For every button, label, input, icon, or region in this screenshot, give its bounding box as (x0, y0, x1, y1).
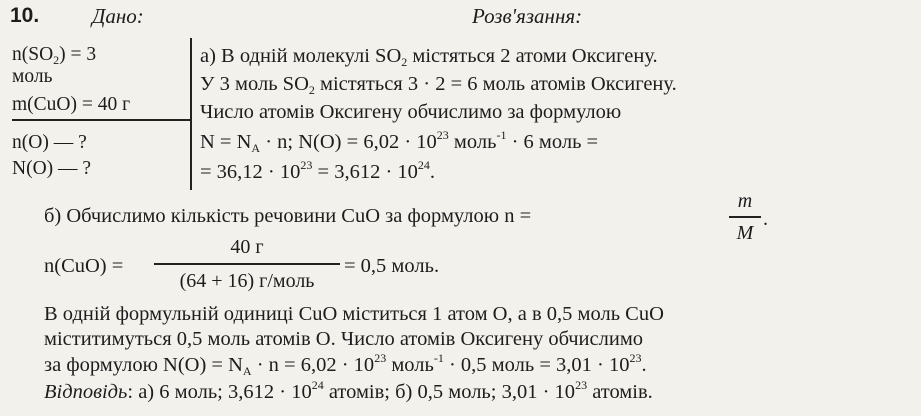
fraction-bar (729, 216, 761, 218)
calc-numerator: 40 г (230, 236, 264, 258)
calc-lhs: n(CuO) = (44, 255, 124, 277)
solution-heading: Розв'язання: (472, 4, 583, 28)
conclusion-line-1: В одній формульній одиниці CuO міститься 1 атом O, а в 0,5 моль CuO (44, 303, 664, 325)
answer-line: Відповідь: а) 6 моль; $3,612 \cdot 10^{24}$ атомів; б) 0,5 моль; $3,01 \cdot 10^{23}$ атомів. (44, 378, 653, 403)
conclusion-line-2: міститимуться 0,5 моль атомів O. Число атомів Оксигену обчислимо (44, 328, 644, 350)
part-a-result: = $36,12 \cdot 10^{23} = 3,612 \cdot 10^{24}$. (200, 158, 436, 183)
part-a-line-2: У 3 моль $SO_2$ містяться 3 · 2 = 6 моль атомів Оксигену. (200, 73, 677, 97)
given-unit: моль (12, 66, 53, 87)
given-divider (12, 119, 190, 121)
find-n-oxygen: n(O) — ? (12, 132, 87, 153)
given-solution-separator (190, 38, 192, 190)
formula-denominator-M: M (736, 222, 754, 244)
problem-number: 10. (10, 4, 40, 27)
given-so2-amount: $n(SO_2) = 3$ (12, 44, 97, 67)
given-cuo-mass: m(CuO) = 40 г (12, 94, 131, 115)
formula-period: . (763, 208, 768, 230)
part-a-formula: $N = N_A \cdot n$; $N(O) = 6,02 \cdot 10^{23}$ моль$^{-1}$ · 6 моль = (200, 128, 599, 155)
part-a-line-3: Число атомів Оксигену обчислимо за формулою (200, 101, 622, 123)
calc-fraction-bar (154, 263, 340, 265)
conclusion-line-3: за формулою $N(O) = N_A \cdot n = 6,02 \cdot 10^{23}$ моль$^{-1}$ · 0,5 моль = $3,01 \cdot 10^{23}$. (44, 351, 647, 378)
answer-label: Відповідь (44, 381, 128, 403)
given-heading: Дано: (92, 4, 144, 28)
part-a-line-1: а) В одній молекулі $SO_2$ містяться 2 атоми Оксигену. (200, 45, 658, 69)
calc-result: = 0,5 моль. (344, 255, 440, 277)
formula-numerator-m: m (737, 190, 753, 212)
part-b-intro: б) Обчислимо кількість речовини CuO за формулою n = (44, 205, 532, 227)
calc-denominator: (64 + 16) г/моль (179, 270, 315, 292)
find-N-oxygen: N(O) — ? (12, 158, 92, 179)
